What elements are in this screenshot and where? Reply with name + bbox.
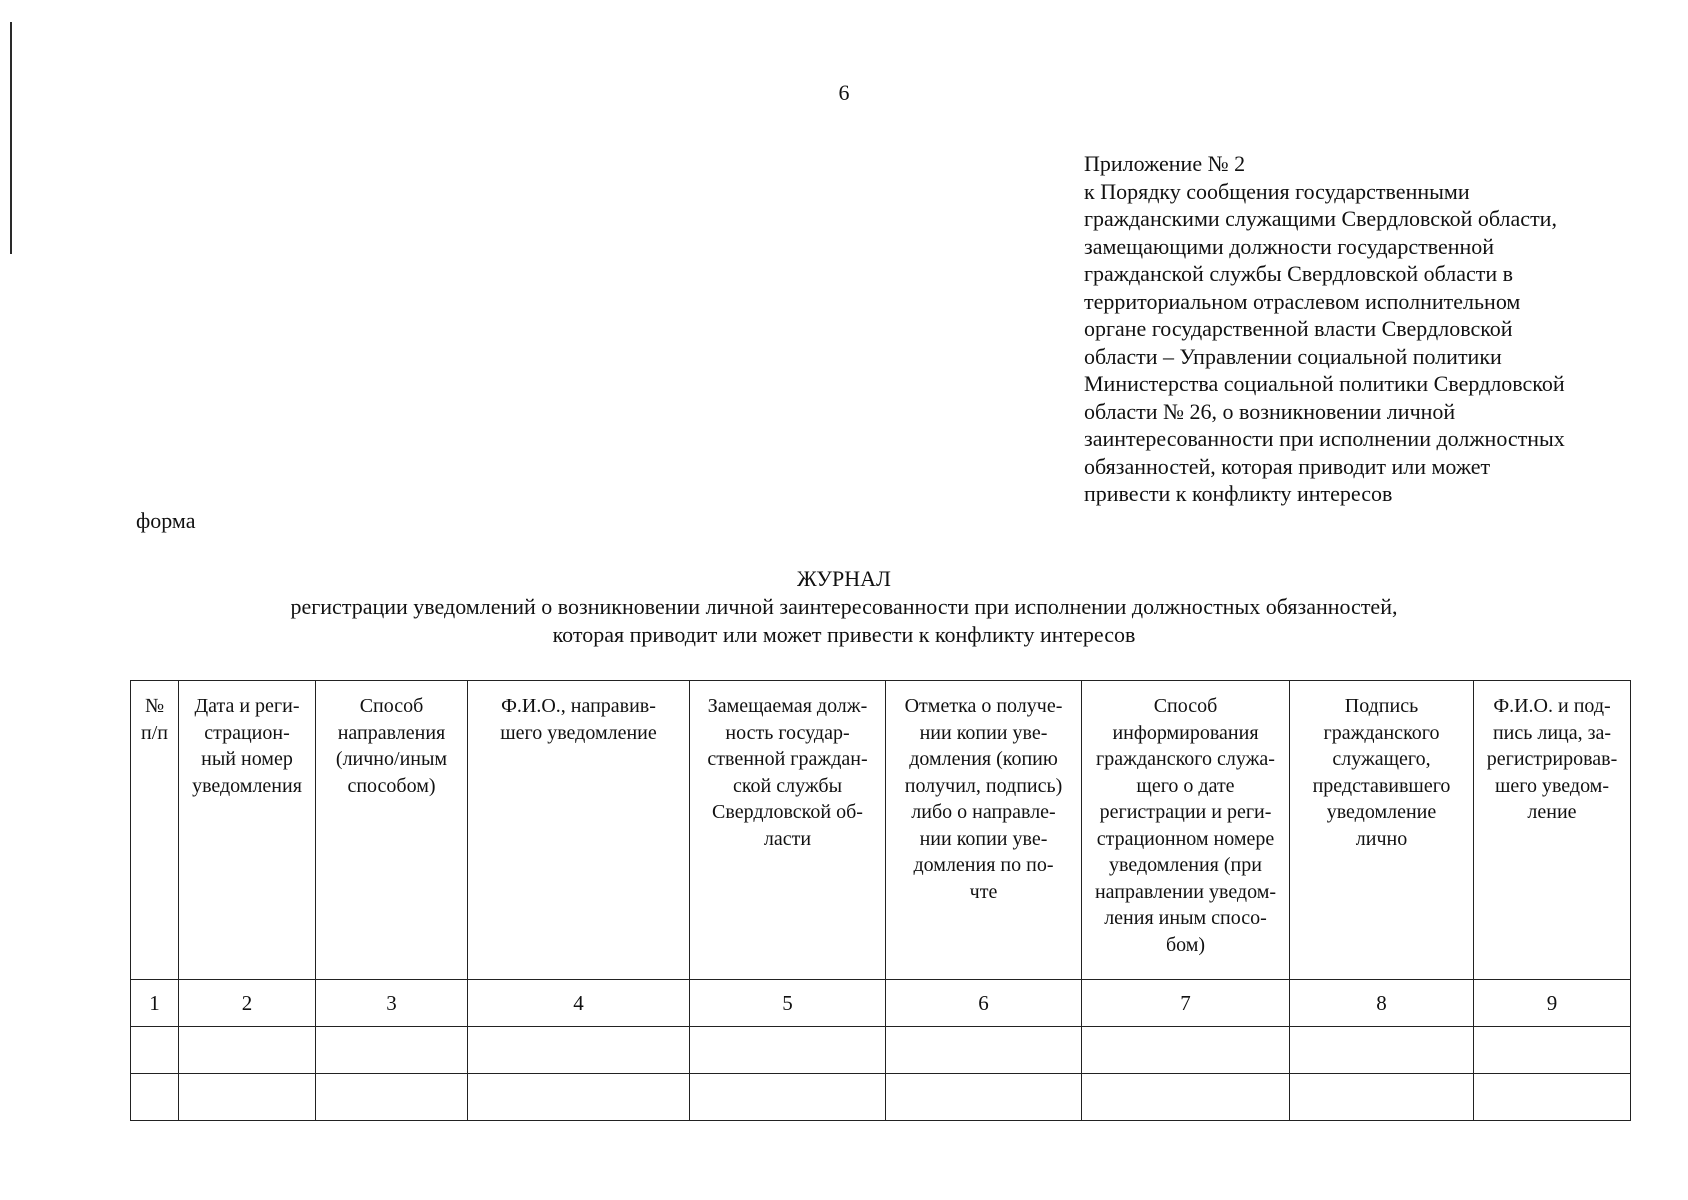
header-line: уведомления [192, 774, 302, 797]
table-cell [179, 1074, 316, 1121]
column-header-delivery-method [316, 681, 468, 980]
header-line: пись лица, за- [1492, 721, 1612, 744]
table-cell [131, 1027, 179, 1074]
table-cell [316, 1074, 468, 1121]
appendix-line: Приложение № 2 [1084, 151, 1246, 176]
header-line: Замещаемая долж- [707, 695, 868, 717]
table-cell [468, 1027, 690, 1074]
appendix-line: Министерства социальной политики Свердловской [1084, 371, 1565, 396]
journal-title: ЖУРНАЛ [797, 566, 891, 591]
column-number-cell: 8 [1290, 980, 1474, 1027]
header-line: ления иным спосо- [1104, 907, 1267, 929]
header-line: направлении уведом- [1094, 880, 1277, 903]
header-line: Ф.И.О., направив- [501, 695, 656, 717]
appendix-line: области – Управлении социальной политики [1084, 343, 1502, 369]
journal-table [130, 680, 1631, 1121]
table-cell [1290, 1074, 1474, 1121]
column-header-signature [1290, 681, 1474, 980]
scan-edge-line [10, 22, 12, 254]
table-cell [179, 1027, 316, 1074]
column-number-cell: 4 [468, 980, 690, 1027]
header-line: гражданского [1323, 721, 1440, 744]
appendix-line: заинтересованности при исполнении должностных [1084, 426, 1565, 451]
header-line: представившего [1312, 774, 1451, 797]
appendix-line: области № 26, о возникновении личной [1084, 398, 1456, 424]
column-header-registrar [1474, 681, 1631, 980]
appendix-line: гражданской службы Свердловской области в [1084, 261, 1514, 286]
header-line: нии копии уве- [919, 721, 1048, 744]
header-line: ской службы [732, 774, 843, 797]
page-number: 6 [838, 80, 850, 105]
header-line: Способ [359, 695, 424, 717]
header-line: либо о направле- [911, 801, 1056, 823]
table-cell [690, 1027, 886, 1074]
table-cell [1290, 1027, 1474, 1074]
header-line: Ф.И.О. и под- [1493, 695, 1611, 717]
header-line: № [144, 695, 165, 717]
column-number-cell: 1 [131, 980, 179, 1027]
table-cell [468, 1074, 690, 1121]
header-row [131, 681, 1631, 980]
column-header-position [690, 681, 886, 980]
table-cell [1082, 1027, 1290, 1074]
column-number-cell: 9 [1474, 980, 1631, 1027]
column-number-cell: 3 [316, 980, 468, 1027]
appendix-line: замещающими должности государственной [1084, 233, 1495, 259]
header-line: ление [1527, 801, 1577, 823]
header-line: страцион- [204, 721, 290, 744]
table-cell [316, 1027, 468, 1074]
column-number-row [131, 980, 1631, 1027]
column-number-cell: 2 [179, 980, 316, 1027]
header-line: Подпись [1344, 695, 1419, 717]
column-header-copy-receipt [886, 681, 1082, 980]
column-header-date-regnumber [179, 681, 316, 980]
appendix-line: гражданскими служащими Свердловской области, [1084, 206, 1557, 231]
table-cell [886, 1027, 1082, 1074]
header-line: получил, подпись) [904, 774, 1063, 797]
header-line: Способ [1153, 695, 1218, 717]
column-header-informing-method [1082, 681, 1290, 980]
table-cell [1082, 1074, 1290, 1121]
appendix-line: территориальном отраслевом исполнительном [1084, 288, 1521, 314]
header-line: нии копии уве- [919, 827, 1048, 850]
header-line: лично [1355, 827, 1408, 850]
header-line: домления по по- [913, 854, 1054, 876]
journal-subtitle-line: которая приводит или может привести к конфликту интересов [552, 622, 1136, 647]
table-cell [1474, 1074, 1631, 1121]
header-line: ласти [763, 827, 812, 850]
appendix-block [1084, 150, 1664, 508]
journal-subtitle-line: регистрации уведомлений о возникновении личной заинтересованности при исполнении должностных обязанностей, [290, 594, 1398, 619]
column-header-sender-name [468, 681, 690, 980]
table-cell [690, 1074, 886, 1121]
header-line: ность государ- [725, 721, 850, 744]
header-line: (лично/иным [335, 748, 448, 770]
table-cell [886, 1074, 1082, 1121]
table-cell [131, 1074, 179, 1121]
header-line: чте [969, 880, 998, 903]
header-line: регистрировав- [1486, 748, 1618, 770]
column-number-cell: 5 [690, 980, 886, 1027]
header-line: уведомление [1326, 801, 1437, 823]
header-line: бом) [1165, 933, 1206, 956]
header-line: п/п [141, 721, 168, 744]
header-line: регистрации и реги- [1099, 801, 1272, 823]
appendix-line: к Порядку сообщения государственными [1084, 178, 1470, 204]
form-label: форма [136, 508, 196, 533]
table-row [131, 1027, 1631, 1074]
header-line: ный номер [201, 748, 293, 770]
journal-heading [0, 565, 1688, 649]
table-cell [1474, 1027, 1631, 1074]
table-row [131, 1074, 1631, 1121]
header-line: гражданского служа- [1096, 748, 1275, 770]
appendix-line: обязанностей, которая приводит или может [1084, 453, 1491, 479]
header-line: Свердловской об- [712, 801, 863, 823]
header-line: шего уведомление [500, 721, 657, 744]
header-line: страционном номере [1096, 827, 1275, 850]
header-line: Отметка о получе- [904, 695, 1063, 717]
appendix-line: привести к конфликту интересов [1084, 481, 1393, 506]
header-line: ственной граждан- [707, 748, 868, 770]
header-line: способом) [347, 774, 436, 797]
header-line: уведомления (при [1109, 854, 1262, 876]
header-line: шего уведом- [1494, 774, 1610, 797]
header-line: направления [337, 721, 446, 744]
column-number-cell: 7 [1082, 980, 1290, 1027]
column-number-cell: 6 [886, 980, 1082, 1027]
header-line: служащего, [1332, 748, 1431, 770]
header-line: домления (копию [909, 748, 1058, 770]
header-line: щего о дате [1136, 774, 1235, 797]
column-header-number [131, 681, 179, 980]
appendix-line: органе государственной власти Свердловской [1084, 316, 1513, 341]
header-line: информирования [1112, 721, 1259, 744]
header-line: Дата и реги- [194, 695, 300, 717]
